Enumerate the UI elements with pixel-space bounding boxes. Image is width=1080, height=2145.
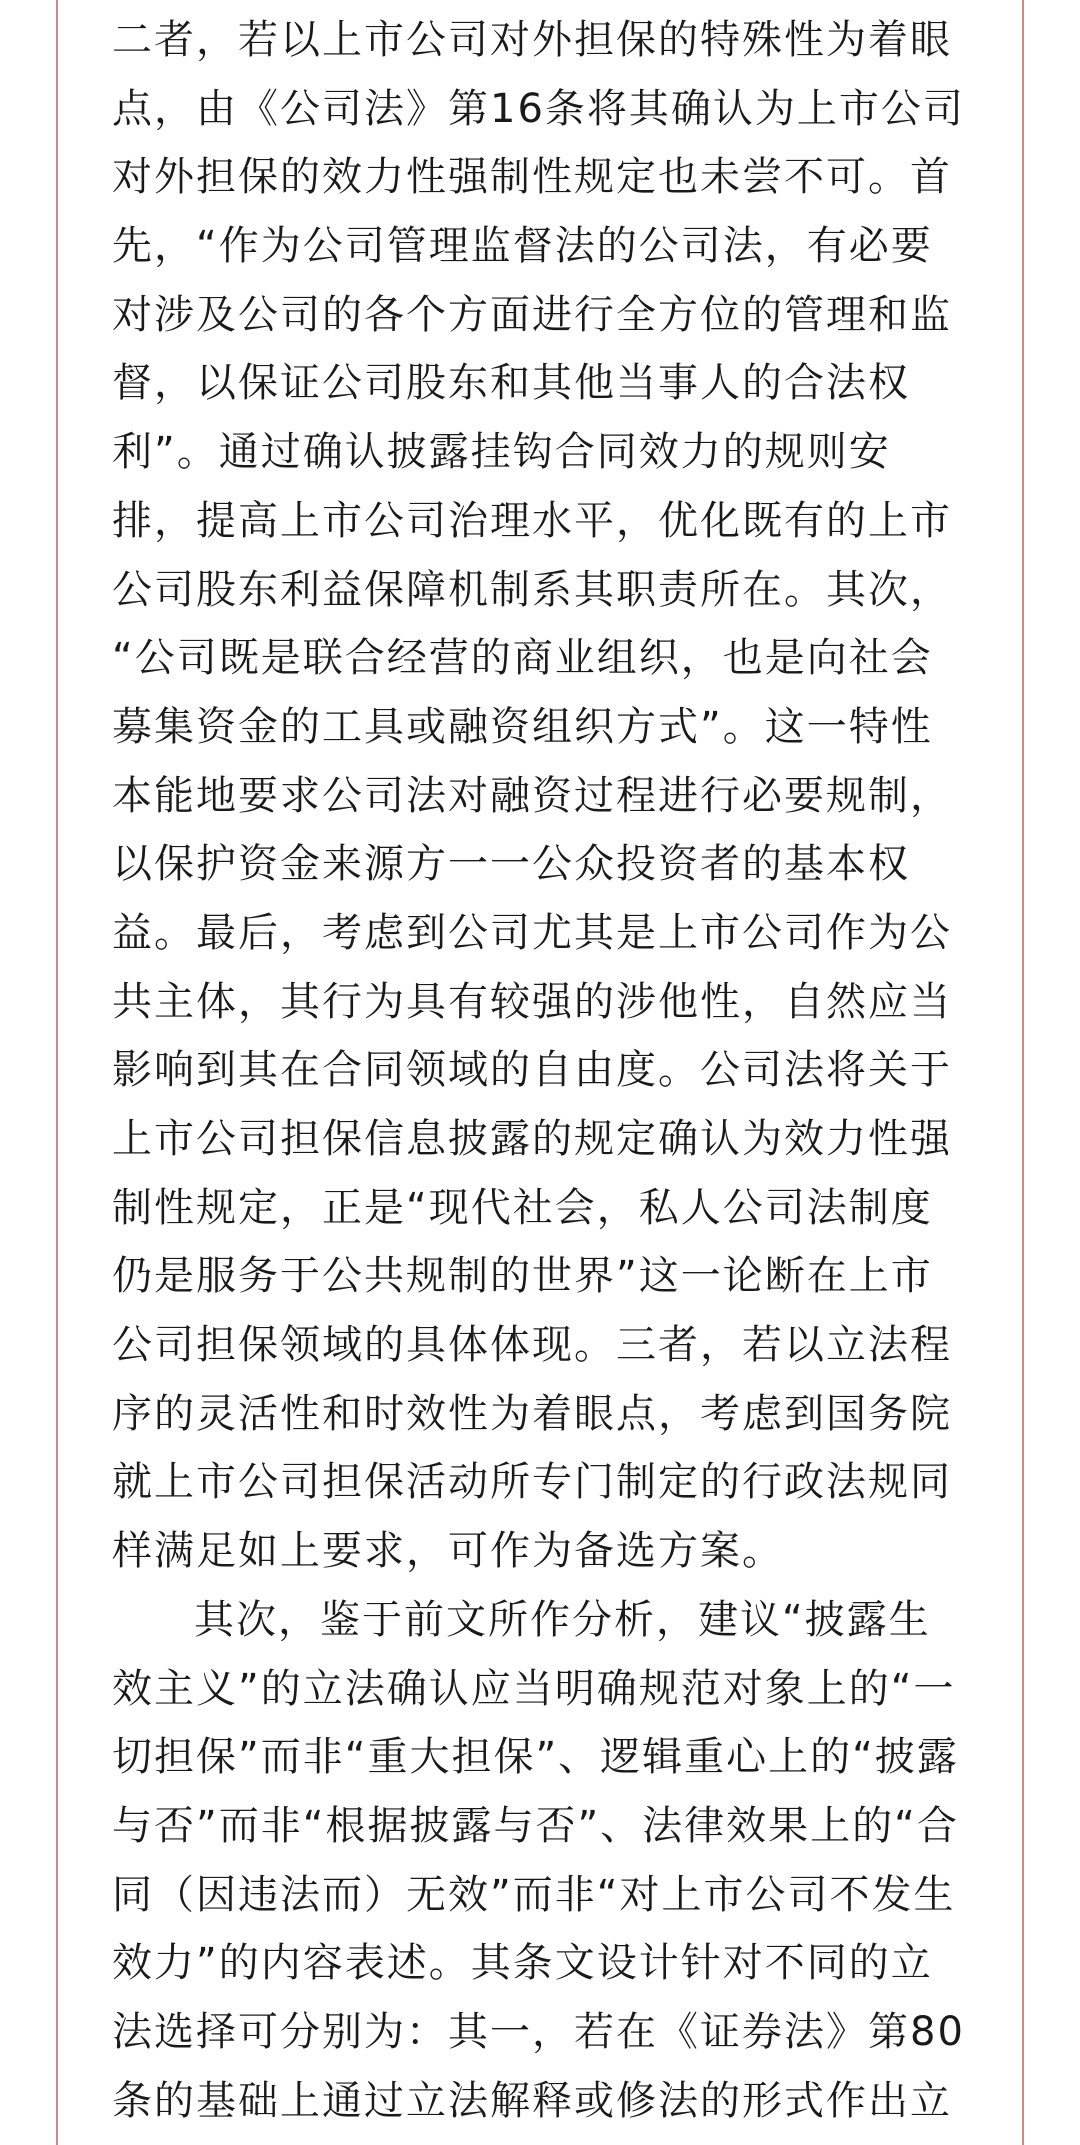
text-line: 仍是服务于公共规制的世界”这一论断在上市 [112, 1253, 933, 1300]
text-line: 以保护资金来源方一一公众投资者的基本权 [112, 841, 910, 888]
text-line: 制性规定，正是“现代社会，私人公司法制度 [112, 1184, 933, 1231]
text-line: 先，“作为公司管理监督法的公司法，有必要 [112, 223, 933, 270]
text-line: 法选择可分别为：其一，若在《证券法》第80 [112, 2008, 965, 2055]
text-line: 益。最后，考虑到公司尤其是上市公司作为公 [112, 909, 952, 956]
page-border-right [1022, 0, 1024, 2145]
text-line: 募集资金的工具或融资组织方式”。这一特性 [112, 703, 933, 750]
text-line: 影响到其在合同领域的自由度。公司法将关于 [112, 1047, 952, 1094]
text-line: 样满足如上要求，可作为备选方案。 [112, 1528, 784, 1575]
text-line: 效力”的内容表述。其条文设计针对不同的立 [112, 1940, 933, 1987]
text-line: 效主义”的立法确认应当明确规范对象上的“一 [112, 1665, 956, 1712]
text-line: 督，以保证公司股东和其他当事人的合法权 [112, 360, 910, 407]
text-line: 同（因违法而）无效”而非“对上市公司不发生 [112, 1871, 956, 1918]
text-line: 公司担保领域的具体体现。三者，若以立法程 [112, 1322, 952, 1369]
text-line: 利”。通过确认披露挂钩合同效力的规则安 [112, 429, 891, 476]
text-line: 本能地要求公司法对融资过程进行必要规制， [112, 772, 952, 819]
text-line: “公司既是联合经营的商业组织，也是向社会 [112, 635, 933, 682]
text-line: 公司股东利益保障机制系其职责所在。其次， [112, 566, 952, 613]
text-line: 对涉及公司的各个方面进行全方位的管理和监 [112, 291, 952, 338]
text-line: 就上市公司担保活动所专门制定的行政法规同 [112, 1459, 952, 1506]
article-body [112, 6, 972, 2135]
text-line: 排，提高上市公司治理水平，优化既有的上市 [112, 497, 952, 544]
text-line: 序的灵活性和时效性为着眼点，考虑到国务院 [112, 1390, 952, 1437]
text-line: 上市公司担保信息披露的规定确认为效力性强 [112, 1116, 952, 1162]
text-line: 与否”而非“根据披露与否”、法律效果上的“合 [112, 1802, 959, 1849]
text-line: 条的基础上通过立法解释或修法的形式作出立 [112, 2077, 952, 2124]
page-border-left [56, 0, 58, 2145]
paragraph-first-line: 其次，鉴于前文所作分析，建议“披露生 [194, 1596, 931, 1643]
text-line: 对外担保的效力性强制性规定也未尝不可。首 [112, 154, 952, 201]
text-line: 共主体，其行为具有较强的涉他性，自然应当 [112, 978, 952, 1025]
text-line: 二者，若以上市公司对外担保的特殊性为着眼 [112, 17, 952, 63]
text-line: 切担保”而非“重大担保”、逻辑重心上的“披露 [112, 1734, 959, 1781]
text-line: 点，由《公司法》第16条将其确认为上市公司 [112, 85, 965, 132]
